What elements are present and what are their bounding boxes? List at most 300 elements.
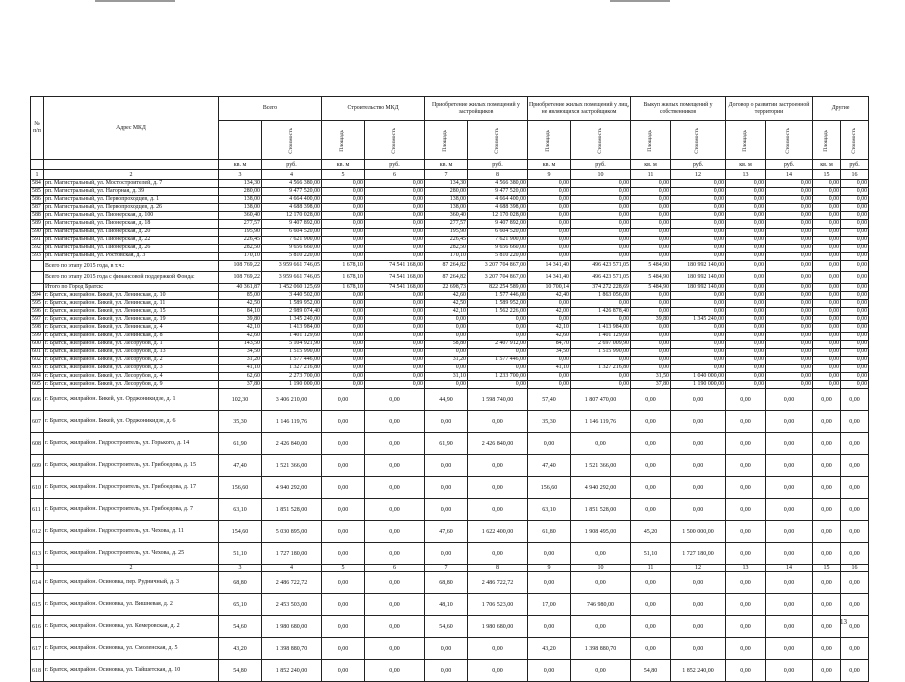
- cost-cell: 1 040 000,00: [671, 372, 726, 380]
- area-cell: 0,00: [322, 324, 365, 332]
- area-cell: 42,60: [528, 332, 571, 340]
- row-index: 613: [31, 543, 44, 565]
- area-cell: 0,00: [726, 308, 766, 316]
- cost-cell: 0,00: [468, 324, 528, 332]
- area-cell: 0,00: [528, 381, 571, 389]
- area-cell: 31,20: [219, 356, 262, 364]
- header-sub-area: Площадь: [528, 121, 571, 160]
- cost-cell: 0,00: [365, 521, 425, 543]
- cost-cell: 2 407 912,00: [468, 340, 528, 348]
- cost-cell: 0,00: [365, 389, 425, 411]
- area-cell: 0,00: [813, 283, 841, 291]
- unit-cell: кв. м: [726, 160, 766, 170]
- row-index: 585: [31, 188, 44, 196]
- table-row: [31, 477, 869, 499]
- column-numbers-row: [31, 170, 869, 180]
- area-cell: 0,00: [726, 283, 766, 291]
- cost-cell: 0,00: [766, 638, 813, 660]
- column-number: 9: [528, 170, 571, 180]
- area-cell: 0,00: [813, 324, 841, 332]
- cost-cell: 0,00: [671, 616, 726, 638]
- area-cell: 134,30: [425, 180, 468, 188]
- cost-cell: 0,00: [365, 638, 425, 660]
- cost-cell: 0,00: [841, 372, 869, 380]
- area-cell: 34,50: [219, 348, 262, 356]
- table-row: [31, 236, 869, 244]
- cost-cell: 496 423 571,05: [571, 260, 631, 272]
- table-row: [31, 660, 869, 682]
- cost-cell: 0,00: [671, 477, 726, 499]
- area-cell: 42,10: [219, 324, 262, 332]
- area-cell: 154,60: [219, 521, 262, 543]
- cost-cell: 1 345 240,00: [671, 316, 726, 324]
- cost-cell: 0,00: [365, 348, 425, 356]
- column-number: 8: [468, 565, 528, 572]
- cost-cell: 0,00: [365, 228, 425, 236]
- cost-cell: 5 810 220,00: [262, 252, 322, 260]
- table-row: [31, 364, 869, 372]
- cost-cell: 0,00: [766, 244, 813, 252]
- address-cell: рп. Магистральный, ул. Нагорная, д. 39: [44, 188, 219, 196]
- area-cell: 0,00: [726, 356, 766, 364]
- area-cell: 138,00: [219, 196, 262, 204]
- row-index: 598: [31, 324, 44, 332]
- area-cell: 0,00: [813, 204, 841, 212]
- area-cell: 0,00: [322, 660, 365, 682]
- row-index: [31, 260, 44, 272]
- area-cell: 0,00: [425, 316, 468, 324]
- cost-cell: 4 664 400,00: [468, 196, 528, 204]
- cost-cell: 4 664 400,00: [262, 196, 322, 204]
- cost-cell: 9 477 520,00: [262, 188, 322, 196]
- cost-cell: 3 440 502,00: [262, 292, 322, 300]
- address-cell: г. Братск, жилрайон. Бикей, ул. Ленинская, д. 8: [44, 332, 219, 340]
- area-cell: 195,90: [425, 228, 468, 236]
- area-cell: 0,00: [813, 236, 841, 244]
- cost-cell: 0,00: [766, 220, 813, 228]
- area-cell: 5 484,90: [631, 260, 671, 272]
- cost-cell: 1 413 984,00: [262, 324, 322, 332]
- column-number: 4: [262, 170, 322, 180]
- area-cell: 31,10: [425, 372, 468, 380]
- area-cell: 0,00: [726, 260, 766, 272]
- cost-cell: 0,00: [365, 477, 425, 499]
- cost-cell: 1 190 000,00: [671, 381, 726, 389]
- table-body: [31, 180, 869, 682]
- row-index: 611: [31, 499, 44, 521]
- cost-cell: 2 426 840,00: [468, 433, 528, 455]
- cost-cell: 12 170 028,00: [468, 212, 528, 220]
- area-cell: 1 678,10: [322, 260, 365, 272]
- header-sub-cost: Стоимость: [571, 121, 631, 160]
- area-cell: 0,00: [631, 220, 671, 228]
- area-cell: 0,00: [322, 308, 365, 316]
- column-number: 5: [322, 565, 365, 572]
- cost-cell: 0,00: [671, 389, 726, 411]
- row-index: 603: [31, 364, 44, 372]
- area-cell: 37,80: [219, 381, 262, 389]
- cost-cell: 0,00: [766, 236, 813, 244]
- cost-cell: 1 327 216,80: [262, 364, 322, 372]
- scan-edge-mark: [610, 0, 670, 2]
- cost-cell: 0,00: [365, 372, 425, 380]
- header-group-non-developers: Приобретение жилых помещений у лиц, не являющихся застройщиком: [528, 97, 631, 121]
- cost-cell: 1 622 400,00: [468, 521, 528, 543]
- cost-cell: 7 621 900,00: [468, 236, 528, 244]
- cost-cell: 0,00: [571, 180, 631, 188]
- area-cell: 0,00: [631, 572, 671, 594]
- area-cell: 35,30: [528, 411, 571, 433]
- cost-cell: 0,00: [571, 196, 631, 204]
- cost-cell: 0,00: [766, 324, 813, 332]
- column-number: 5: [322, 170, 365, 180]
- table-row: [31, 332, 869, 340]
- cost-cell: 0,00: [671, 356, 726, 364]
- column-number: 15: [813, 170, 841, 180]
- area-cell: 0,00: [813, 272, 841, 284]
- area-cell: 41,10: [528, 364, 571, 372]
- area-cell: 0,00: [425, 455, 468, 477]
- header-address: Адрес МКД: [44, 97, 219, 160]
- cost-cell: 0,00: [671, 572, 726, 594]
- cost-cell: 0,00: [571, 212, 631, 220]
- cost-cell: 0,00: [766, 543, 813, 565]
- cost-cell: 0,00: [841, 356, 869, 364]
- cost-cell: 0,00: [365, 300, 425, 308]
- cost-cell: 1 190 000,00: [262, 381, 322, 389]
- cost-cell: 822 254 589,00: [468, 283, 528, 291]
- cost-cell: 0,00: [841, 521, 869, 543]
- table-row: [31, 411, 869, 433]
- cost-cell: 0,00: [766, 272, 813, 284]
- unit-cell: кв. м: [813, 160, 841, 170]
- area-cell: 0,00: [813, 196, 841, 204]
- column-number: 3: [219, 170, 262, 180]
- cost-cell: 746 980,00: [571, 594, 631, 616]
- area-cell: 0,00: [631, 292, 671, 300]
- cost-cell: 3 406 210,00: [262, 389, 322, 411]
- area-cell: 0,00: [631, 389, 671, 411]
- address-cell: г. Братск, жилрайон. Гидростроитель, ул. Горького, д. 14: [44, 433, 219, 455]
- row-index: 617: [31, 638, 44, 660]
- area-cell: 0,00: [631, 300, 671, 308]
- area-cell: 0,00: [726, 180, 766, 188]
- cost-cell: 1 515 990,00: [571, 348, 631, 356]
- area-cell: 0,00: [528, 220, 571, 228]
- area-cell: 0,00: [631, 433, 671, 455]
- address-cell: г. Братск, жилрайон. Осиновка, ул. Вишневая, д. 2: [44, 594, 219, 616]
- area-cell: 1 678,10: [322, 272, 365, 284]
- cost-cell: 74 541 168,00: [365, 260, 425, 272]
- area-cell: 0,00: [322, 381, 365, 389]
- header-sub-area: Площадь: [631, 121, 671, 160]
- area-cell: 0,00: [322, 356, 365, 364]
- scan-edge-mark: [95, 0, 175, 2]
- cost-cell: 0,00: [365, 364, 425, 372]
- cost-cell: 374 272 228,69: [571, 283, 631, 291]
- header-sub-area-total: [219, 121, 262, 160]
- cost-cell: 0,00: [468, 381, 528, 389]
- area-cell: 0,00: [425, 638, 468, 660]
- area-cell: 51,10: [631, 543, 671, 565]
- area-cell: 0,00: [726, 236, 766, 244]
- area-cell: 0,00: [726, 292, 766, 300]
- row-index: 586: [31, 196, 44, 204]
- table-row: [31, 572, 869, 594]
- area-cell: 84,70: [528, 340, 571, 348]
- cost-cell: 74 541 168,00: [365, 272, 425, 284]
- column-number: 2: [44, 565, 219, 572]
- table-row: [31, 300, 869, 308]
- address-cell: г. Братск, жилрайон. Осиновка, ул. Смоленская, д. 5: [44, 638, 219, 660]
- area-cell: 0,00: [813, 660, 841, 682]
- area-cell: 0,00: [813, 381, 841, 389]
- cost-cell: 0,00: [571, 204, 631, 212]
- table-row: [31, 381, 869, 389]
- cost-cell: 0,00: [766, 228, 813, 236]
- cost-cell: 0,00: [841, 594, 869, 616]
- area-cell: 102,30: [219, 389, 262, 411]
- address-cell: рп. Магистральный, ул. Первопроходцев, д. 1: [44, 196, 219, 204]
- cost-cell: 0,00: [841, 212, 869, 220]
- area-cell: 42,50: [219, 300, 262, 308]
- table-row: [31, 220, 869, 228]
- column-number: 7: [425, 565, 468, 572]
- address-cell: г. Братск, жилрайон. Осиновка, ул. Кемеровская, д. 2: [44, 616, 219, 638]
- header-group-territory: Договор о развитии застроенной территории: [726, 97, 813, 121]
- area-cell: 0,00: [631, 332, 671, 340]
- area-cell: 0,00: [322, 292, 365, 300]
- area-cell: 42,10: [528, 324, 571, 332]
- area-cell: 0,00: [528, 572, 571, 594]
- area-cell: 0,00: [425, 499, 468, 521]
- cost-cell: 1 577 446,00: [468, 292, 528, 300]
- cost-cell: 0,00: [468, 348, 528, 356]
- cost-cell: 1 980 680,00: [262, 616, 322, 638]
- cost-cell: 0,00: [365, 660, 425, 682]
- cost-cell: 0,00: [766, 499, 813, 521]
- area-cell: 84,10: [219, 308, 262, 316]
- cost-cell: 1 589 952,00: [468, 300, 528, 308]
- address-cell: г. Братск, жилрайон. Гидростроитель, ул. Грибоедова, д. 7: [44, 499, 219, 521]
- cost-cell: 0,00: [671, 332, 726, 340]
- cost-cell: 1 598 740,00: [468, 389, 528, 411]
- cost-cell: 0,00: [841, 411, 869, 433]
- header-no: № п/п: [31, 97, 44, 160]
- column-number: 7: [425, 170, 468, 180]
- cost-cell: 3 959 661 746,05: [262, 260, 322, 272]
- cost-cell: 0,00: [671, 292, 726, 300]
- area-cell: 195,90: [219, 228, 262, 236]
- area-cell: 0,00: [631, 616, 671, 638]
- area-cell: 62,60: [219, 372, 262, 380]
- cost-cell: 0,00: [671, 180, 726, 188]
- area-cell: 47,40: [219, 455, 262, 477]
- cost-cell: 0,00: [766, 572, 813, 594]
- table-row: [31, 594, 869, 616]
- unit-cell: руб.: [571, 160, 631, 170]
- area-cell: 42,60: [219, 332, 262, 340]
- cost-cell: 0,00: [766, 212, 813, 220]
- header-sub-cost: Стоимость: [766, 121, 813, 160]
- cost-cell: 0,00: [841, 660, 869, 682]
- row-index: [31, 283, 44, 291]
- area-cell: 10 700,14: [528, 283, 571, 291]
- area-cell: 0,00: [813, 348, 841, 356]
- area-cell: 0,00: [813, 292, 841, 300]
- cost-cell: 0,00: [766, 316, 813, 324]
- cost-cell: 9 477 520,00: [468, 188, 528, 196]
- area-cell: 0,00: [528, 316, 571, 324]
- table-row: [31, 180, 869, 188]
- address-cell: г. Братск, жилрайон. Бикей, ул. Ленинская, д. 4: [44, 324, 219, 332]
- cost-cell: 0,00: [571, 372, 631, 380]
- cost-cell: 0,00: [365, 244, 425, 252]
- column-number: 1: [31, 170, 44, 180]
- area-cell: 0,00: [813, 180, 841, 188]
- cost-cell: 1 521 366,00: [571, 455, 631, 477]
- cost-cell: 0,00: [671, 308, 726, 316]
- area-cell: 39,80: [631, 316, 671, 324]
- area-cell: 34,50: [528, 348, 571, 356]
- cost-cell: 0,00: [571, 381, 631, 389]
- cost-cell: 2 453 503,00: [262, 594, 322, 616]
- header-sub-area: Площадь: [813, 121, 841, 160]
- column-number: 10: [571, 565, 631, 572]
- cost-cell: 0,00: [841, 236, 869, 244]
- area-cell: 0,00: [726, 372, 766, 380]
- row-index: 599: [31, 332, 44, 340]
- row-index: 618: [31, 660, 44, 682]
- table-row: [31, 228, 869, 236]
- cost-cell: 0,00: [766, 204, 813, 212]
- area-cell: 0,00: [726, 220, 766, 228]
- area-cell: 0,00: [631, 252, 671, 260]
- area-cell: 0,00: [813, 260, 841, 272]
- row-index: 595: [31, 300, 44, 308]
- area-cell: 57,40: [528, 389, 571, 411]
- unit-cell: кв. м: [528, 160, 571, 170]
- area-cell: 0,00: [631, 236, 671, 244]
- unit-cell: руб.: [365, 160, 425, 170]
- area-cell: 0,00: [813, 220, 841, 228]
- cost-cell: 7 621 900,00: [262, 236, 322, 244]
- area-cell: 0,00: [528, 433, 571, 455]
- area-cell: 0,00: [631, 188, 671, 196]
- header-group-construction: Строительство МКД: [322, 97, 425, 121]
- table-row: [31, 638, 869, 660]
- cost-cell: 0,00: [766, 308, 813, 316]
- cost-cell: 4 688 398,00: [468, 204, 528, 212]
- area-cell: 108 769,22: [219, 272, 262, 284]
- cost-cell: 2 486 722,72: [468, 572, 528, 594]
- cost-cell: 0,00: [571, 252, 631, 260]
- area-cell: 63,10: [219, 499, 262, 521]
- cost-cell: 0,00: [671, 433, 726, 455]
- cost-cell: 0,00: [766, 616, 813, 638]
- area-cell: 0,00: [528, 543, 571, 565]
- area-cell: 226,45: [425, 236, 468, 244]
- area-cell: 87 264,82: [425, 260, 468, 272]
- cost-cell: 0,00: [571, 188, 631, 196]
- cost-cell: 4 566 380,00: [262, 180, 322, 188]
- area-cell: 0,00: [813, 364, 841, 372]
- column-number: 12: [671, 170, 726, 180]
- cost-cell: 0,00: [468, 638, 528, 660]
- area-cell: 54,80: [219, 660, 262, 682]
- area-cell: 0,00: [425, 348, 468, 356]
- cost-cell: 0,00: [766, 477, 813, 499]
- cost-cell: 0,00: [468, 332, 528, 340]
- unit-cell: руб.: [671, 160, 726, 170]
- table-row: [31, 499, 869, 521]
- area-cell: 0,00: [322, 638, 365, 660]
- cost-cell: 0,00: [841, 316, 869, 324]
- cost-cell: 0,00: [571, 433, 631, 455]
- area-cell: 0,00: [425, 381, 468, 389]
- cost-cell: 1 852 240,00: [262, 660, 322, 682]
- area-cell: 0,00: [813, 332, 841, 340]
- cost-cell: 1 562 226,00: [468, 308, 528, 316]
- area-cell: 0,00: [528, 188, 571, 196]
- area-cell: 0,00: [726, 188, 766, 196]
- row-index: 616: [31, 616, 44, 638]
- area-cell: 47,60: [425, 521, 468, 543]
- cost-cell: 5 030 895,00: [262, 521, 322, 543]
- area-cell: 31,20: [425, 356, 468, 364]
- area-cell: 39,80: [219, 316, 262, 324]
- cost-cell: 6 604 520,00: [468, 228, 528, 236]
- area-cell: 0,00: [726, 499, 766, 521]
- cost-cell: 0,00: [571, 356, 631, 364]
- row-index: 594: [31, 292, 44, 300]
- area-cell: 41,10: [219, 364, 262, 372]
- area-cell: 0,00: [726, 228, 766, 236]
- area-cell: 42,50: [425, 300, 468, 308]
- column-number: 2: [44, 170, 219, 180]
- area-cell: 54,60: [425, 616, 468, 638]
- area-cell: 0,00: [726, 381, 766, 389]
- cost-cell: 0,00: [671, 324, 726, 332]
- cost-cell: 0,00: [841, 332, 869, 340]
- cost-cell: 0,00: [365, 332, 425, 340]
- area-cell: 0,00: [813, 308, 841, 316]
- cost-cell: 1 851 528,00: [571, 499, 631, 521]
- area-cell: 0,00: [631, 228, 671, 236]
- area-cell: 0,00: [813, 340, 841, 348]
- area-cell: 0,00: [322, 300, 365, 308]
- cost-cell: 0,00: [841, 389, 869, 411]
- cost-cell: 9 407 892,00: [468, 220, 528, 228]
- area-cell: 68,80: [219, 572, 262, 594]
- area-cell: 277,57: [425, 220, 468, 228]
- cost-cell: 0,00: [468, 543, 528, 565]
- area-cell: 0,00: [813, 521, 841, 543]
- cost-cell: 0,00: [365, 252, 425, 260]
- table-row: [31, 521, 869, 543]
- cost-cell: 1 863 056,00: [571, 292, 631, 300]
- area-cell: 87 264,82: [425, 272, 468, 284]
- area-cell: 0,00: [322, 411, 365, 433]
- area-cell: 0,00: [631, 196, 671, 204]
- area-cell: 0,00: [813, 638, 841, 660]
- area-cell: 0,00: [425, 324, 468, 332]
- address-cell: г. Братск, жилрайон. Бикей, ул. Орджоникидзе, д. 6: [44, 411, 219, 433]
- area-cell: 134,30: [219, 180, 262, 188]
- cost-cell: 0,00: [468, 499, 528, 521]
- cost-cell: 2 989 074,40: [262, 308, 322, 316]
- cost-cell: 0,00: [671, 196, 726, 204]
